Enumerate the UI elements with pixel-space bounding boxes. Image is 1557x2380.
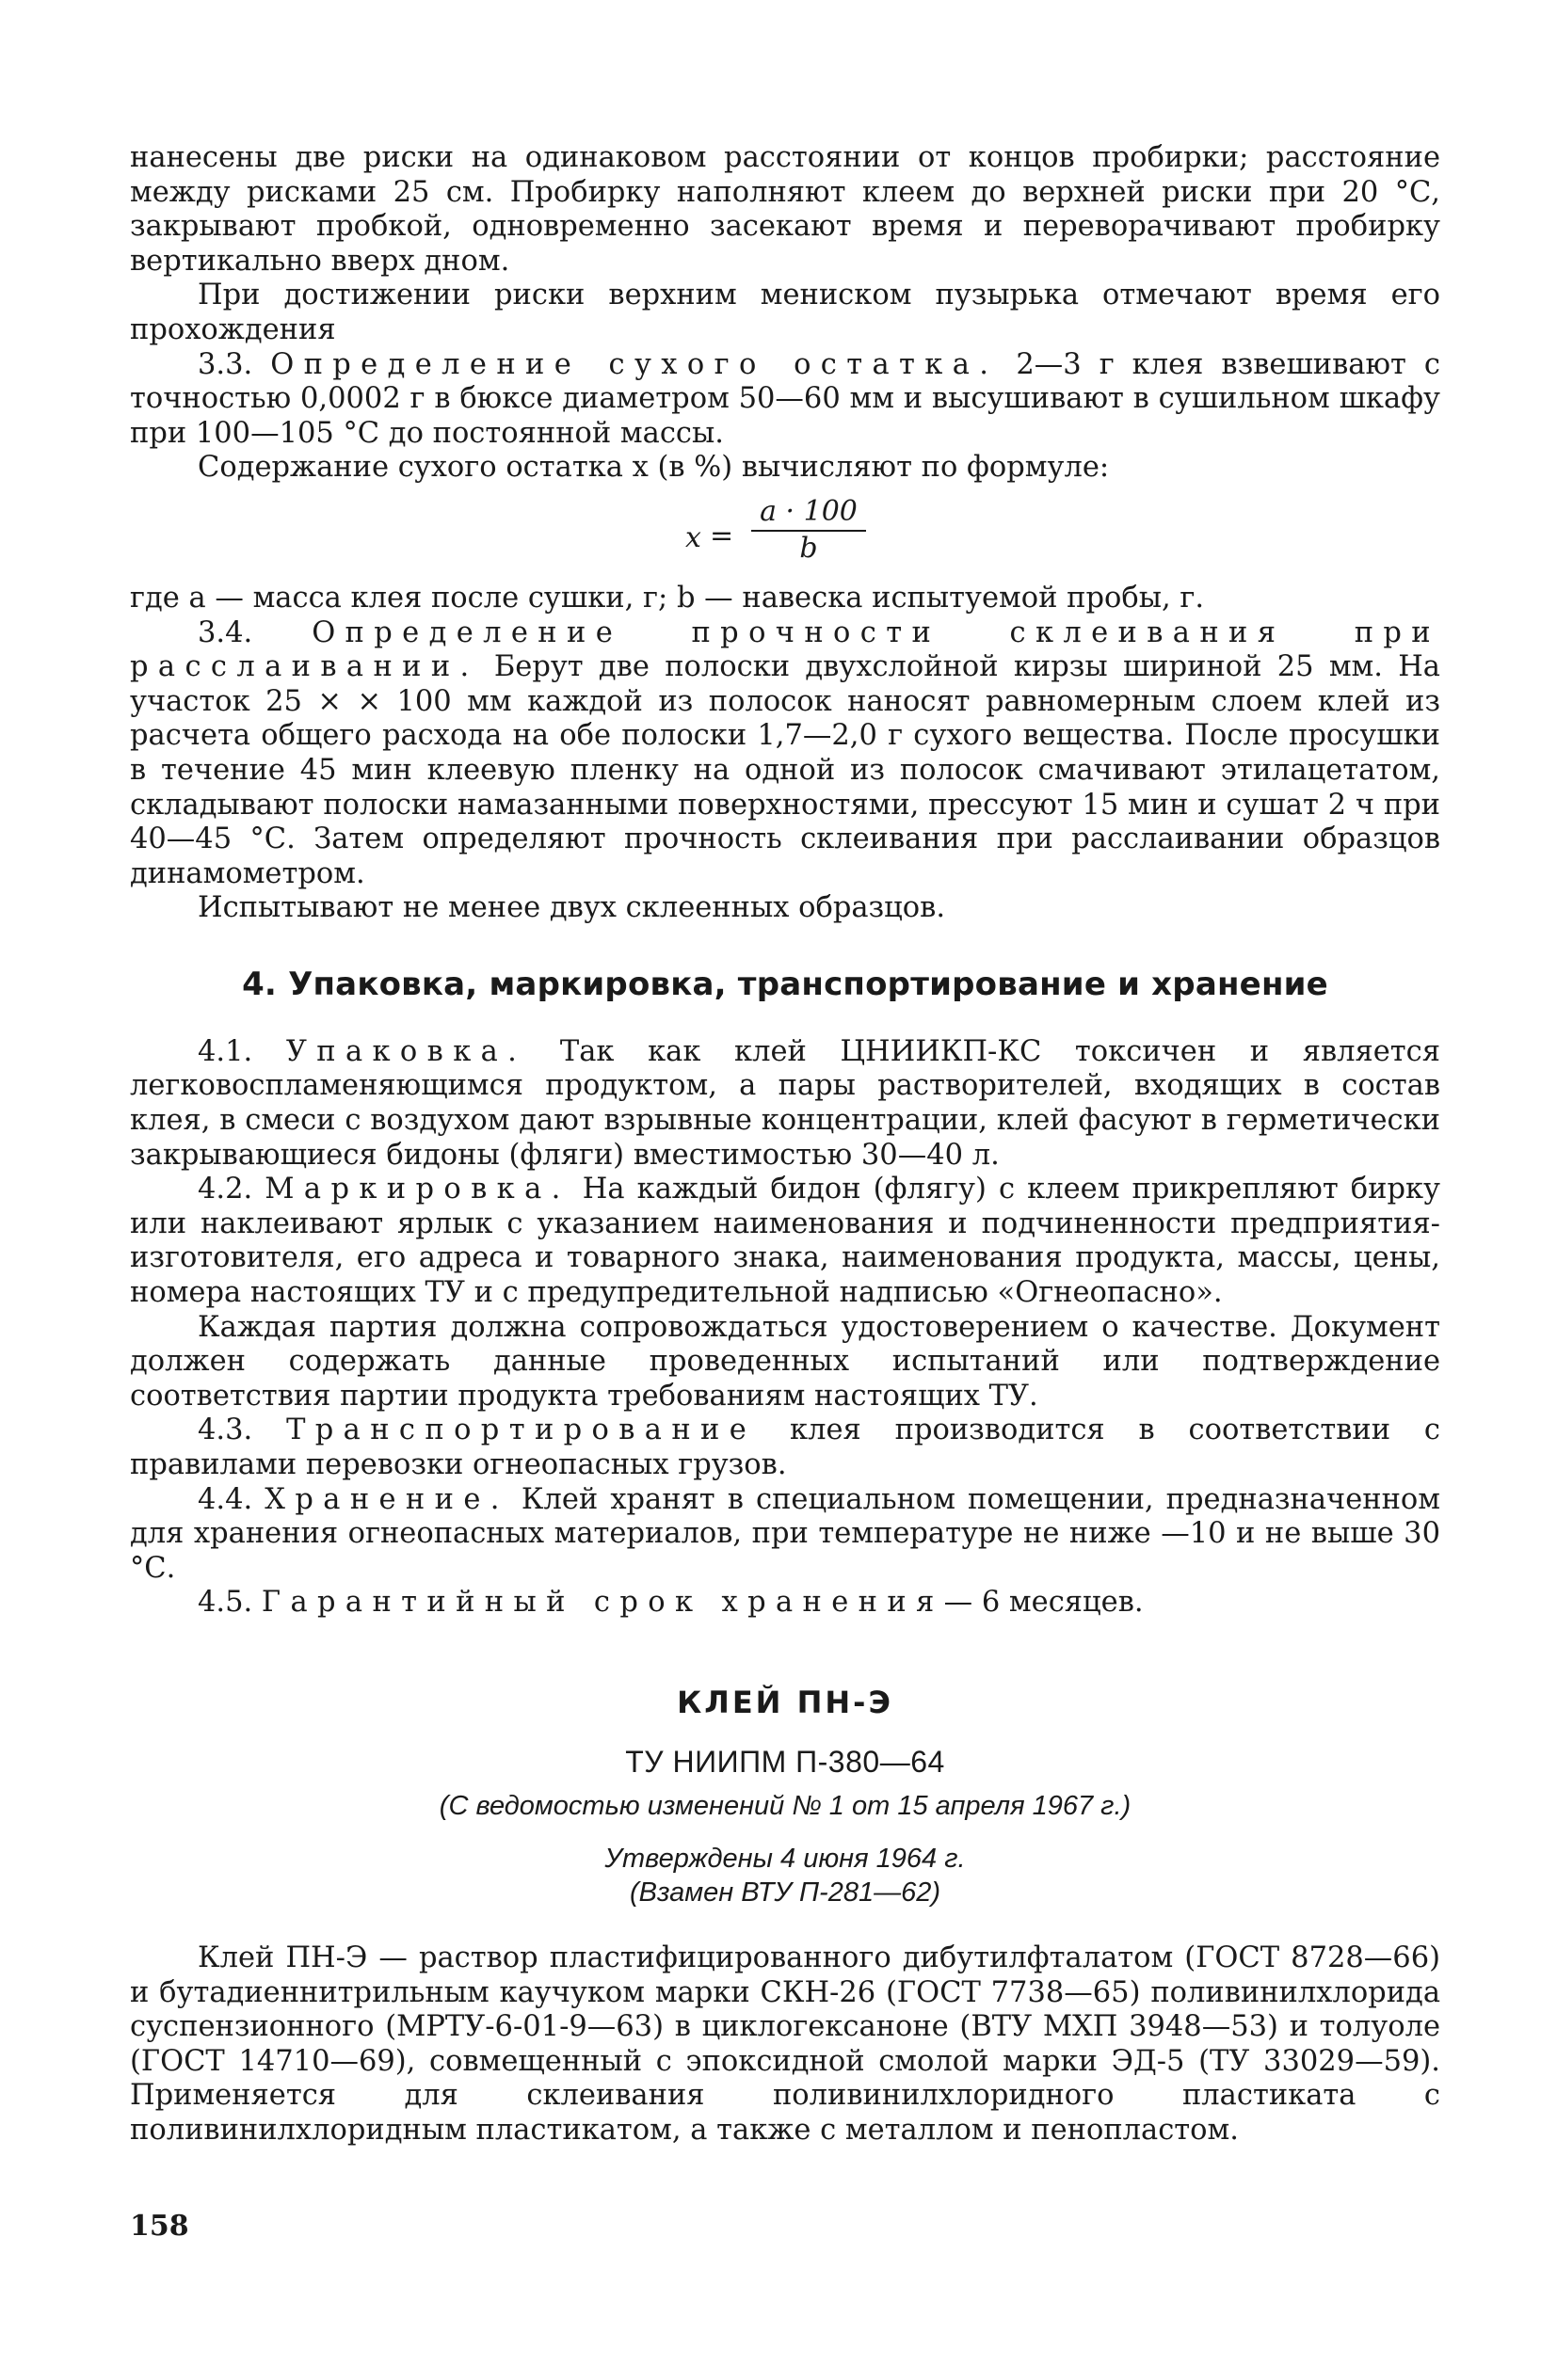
formula-variable: x (685, 520, 701, 554)
clause-number: 4.2. (198, 1173, 253, 1206)
formula-fraction (751, 495, 866, 565)
paragraph-quality-certificate: Каждая партия должна сопровождаться удостоверением о качестве. Документ должен содержать данные проведенных испытаний или подтверждение соответствия партии продукта требованиям настоящих ТУ. (130, 1310, 1440, 1413)
text-column (130, 141, 1440, 2148)
clause-number: 4.5. (198, 1586, 253, 1620)
clause-text: — 6 месяцев. (943, 1586, 1144, 1620)
clause-number: 4.3. (198, 1414, 253, 1447)
clause-text: Клей хранят в специальном помещении, предназначенном для хранения огнеопасных материалов, при температуре не ниже —10 и не выше 30 °С. (130, 1482, 1440, 1585)
clause-text: На каждый бидон (флягу) с клеем прикрепляют бирку или наклеивают ярлык с указанием наименования и подчиненности предприятия-изготовителя, его адреса и товарного знака, наименования продукта, массы, цены, номера настоящих ТУ и с предупредительной надписью «Огнеопасно». (130, 1173, 1440, 1310)
paragraph-formula-intro: Содержание сухого остатка x (в %) вычисляют по формуле: (198, 451, 1110, 485)
dry-residue-formula (130, 495, 1440, 568)
paragraph-meniscus: При достижении риски верхним мениском пузырька отмечают время его прохождения (130, 279, 1440, 346)
clause-text: 2—3 г клея взвешивают с точностью 0,0002 г в бюксе диаметром 50—60 мм и высушивают в сушильном шкафу при 100—105 °С до постоянной массы. (130, 347, 1441, 450)
clause-title: Определение сухого остатка. (270, 347, 999, 381)
clause-3-4 (130, 616, 1440, 892)
clause-4-4 (130, 1483, 1440, 1587)
formula-equals: = (710, 519, 734, 552)
clause-4-3 (130, 1414, 1440, 1482)
product-description: Клей ПН-Э — раствор пластифицированного дибутилфталатом (ГОСТ 8728—66) и бутадиеннитрильным каучуком марки СКН-26 (ГОСТ 7738—65) поливинилхлорида суспензионного (МРТУ-6-01-9—63) в циклогексаноне (ВТУ МХП 3948—53) и толуоле (ГОСТ 14710—69), совмещенный с эпоксидной смолой марки ЭД-5 (ТУ 33029—59). Применяется для склеивания поливинилхлоридного пластиката с поливинилхлоридным пластикатом, а также с металлом и пенопластом. (130, 1941, 1440, 2147)
formula-numerator: a · 100 (751, 495, 866, 532)
clause-number: 3.3. (198, 347, 253, 381)
clause-4-5 (130, 1586, 1440, 1621)
clause-title: Хранение. (265, 1482, 509, 1516)
clause-text: клея производится в соответствии с правилами перевозки огнеопасных грузов. (130, 1414, 1440, 1481)
page-number: 158 (130, 2210, 189, 2243)
clause-number: 4.1. (198, 1034, 253, 1068)
clause-number: 4.4. (198, 1482, 253, 1516)
clause-title: Определение прочности склеивания при расслаивании. (130, 615, 1440, 684)
clause-number: 3.4. (198, 615, 253, 649)
clause-title: Транспортирование (286, 1414, 757, 1447)
paragraph-where: где a — масса клея после сушки, г; b — навеска испытуемой пробы, г. (130, 581, 1205, 615)
product-title: КЛЕЙ ПН-Э (677, 1684, 893, 1720)
section-4-heading: 4. Упаковка, маркировка, транспортирование и хранение (242, 965, 1328, 1003)
paragraph-continuation: нанесены две риски на одинаковом расстоянии от концов пробирки; расстояние между рисками 25 см. Пробирку наполняют клеем до верхней риски при 20 °С, закрывают пробкой, одновременно засекают время и переворачивают пробирку вертикально вверх дном. (130, 141, 1440, 278)
formula-denominator: b (799, 531, 818, 565)
clause-title: Маркировка. (265, 1173, 570, 1206)
clause-title: Гарантийный срок хранения (261, 1586, 944, 1620)
clause-4-2 (130, 1173, 1440, 1310)
clause-title: Упаковка. (285, 1034, 527, 1068)
product-approved-date: Утверждены 4 июня 1964 г. (604, 1843, 966, 1874)
product-spec-number: ТУ НИИПМ П-380—64 (625, 1744, 945, 1779)
product-replaces-note: (Взамен ВТУ П-281—62) (630, 1877, 940, 1908)
paragraph-test-count: Испытывают не менее двух склеенных образцов. (198, 891, 946, 925)
clause-text: Берут две полоски двухслойной кирзы шириной 25 мм. На участок 25 × × 100 мм каждой из полосок наносят равномерным слоем клей из расчета общего расхода на обе полоски 1,7—2,0 г сухого вещества. После просушки в течение 45 мин клеевую пленку на одной из полосок смачивают этилацетатом, складывают полоски намазанными поверхностями, прессуют 15 мин и сушат 2 ч при 40—45 °С. Затем определяют прочность склеивания при расслаивании образцов динамометром. (130, 650, 1440, 890)
clause-3-3 (130, 348, 1440, 452)
product-changes-note: (С ведомостью изменений № 1 от 15 апреля 1967 г.) (439, 1790, 1132, 1821)
clause-text: Так как клей ЦНИИКП-КС токсичен и является легковоспламеняющимся продуктом, а пары растворителей, входящих в состав клея, в смеси с воздухом дают взрывные концентрации, клей фасуют в герметически закрывающиеся бидоны (фляги) вместимостью 30—40 л. (130, 1034, 1440, 1172)
clause-4-1 (130, 1035, 1440, 1173)
